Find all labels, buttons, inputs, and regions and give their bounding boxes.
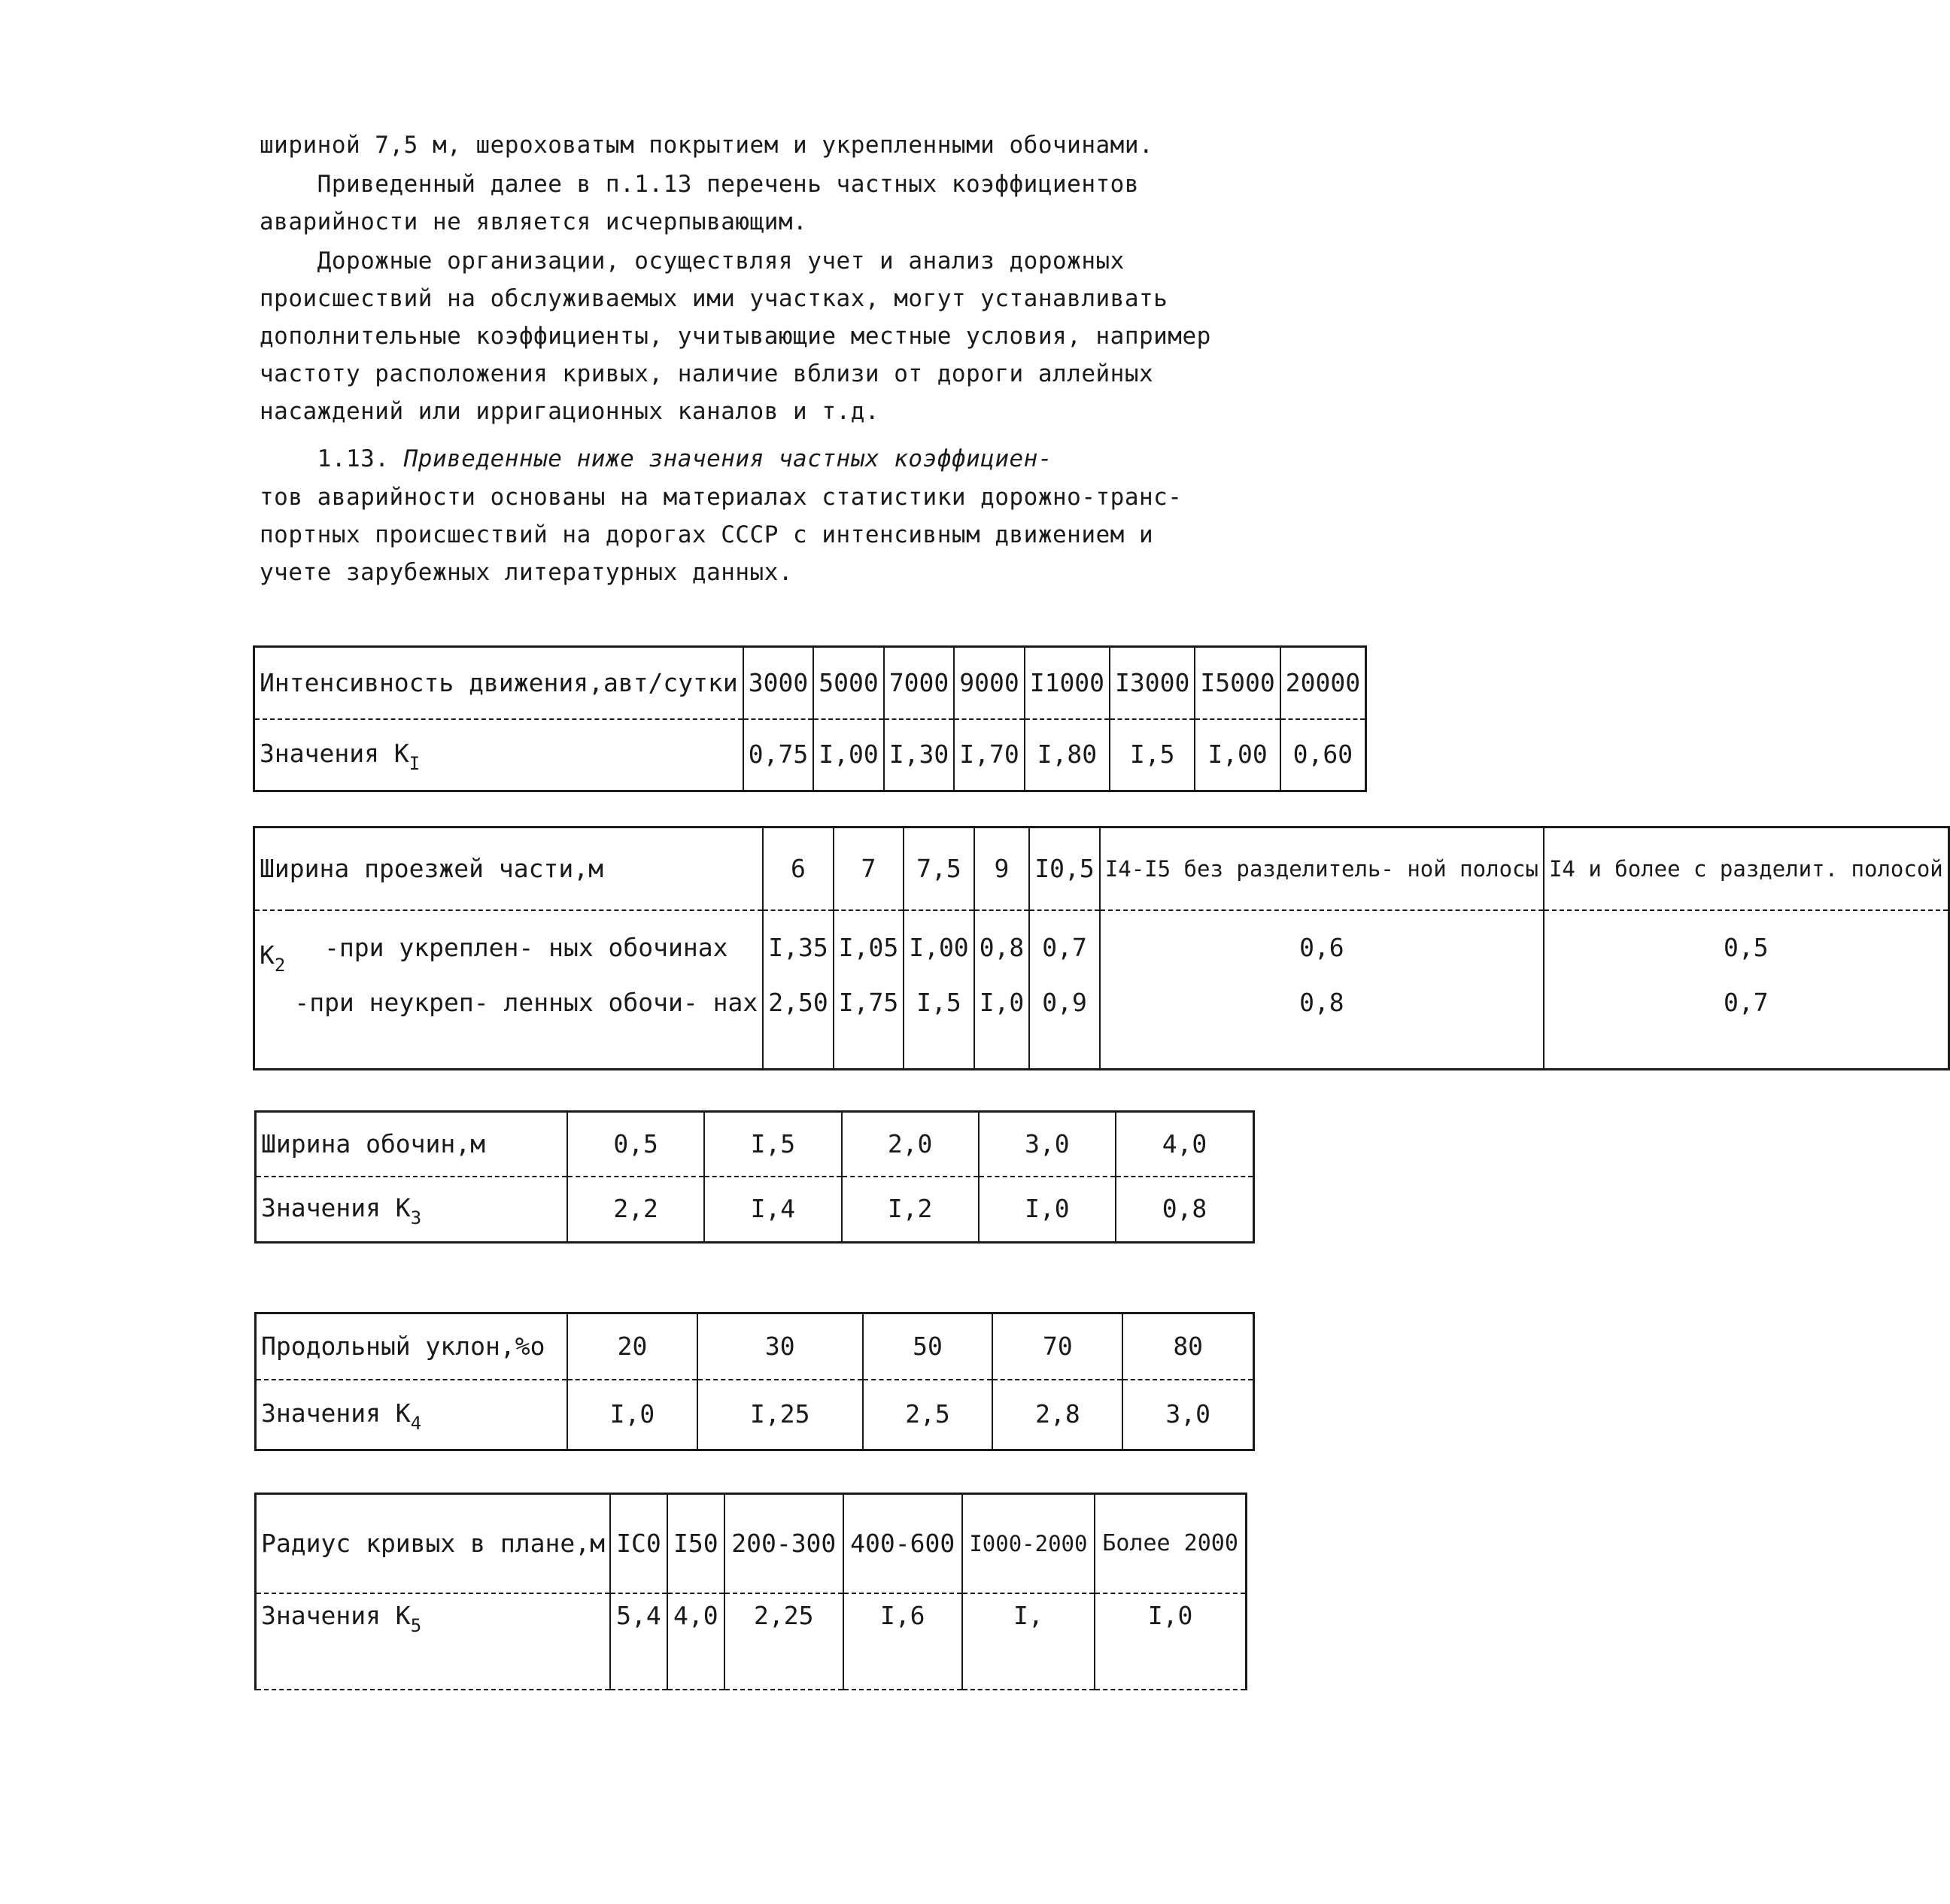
column-header: 20000	[1280, 647, 1366, 719]
row-label-subscript: I	[409, 752, 421, 774]
value-cell: I,5	[1110, 719, 1195, 791]
column-header: 400-600	[843, 1494, 962, 1593]
value-cell: 0,7	[1544, 985, 1948, 1070]
header-label: Интенсивность движения,авт/сутки	[254, 647, 743, 719]
row-label: -при укреплен- ных обочинах	[324, 933, 728, 962]
column-header: 0,5	[567, 1112, 704, 1177]
value-cell: 0,8	[1100, 985, 1544, 1070]
paragraph-4-line-2: тов аварийности основаны на материалах статистики дорожно-транс-	[260, 484, 1183, 511]
row-label	[254, 719, 743, 791]
value-cell: I,0	[974, 985, 1030, 1070]
k2-label	[254, 910, 290, 1070]
value-cell: I,0	[1095, 1593, 1246, 1690]
row-label-subscript: 4	[410, 1412, 422, 1434]
k5-table-clip	[248, 1493, 1256, 1677]
value-cell: I,0	[979, 1177, 1116, 1243]
paragraph-3-line-5: насаждений или ирригационных каналов и т.д.	[260, 398, 880, 425]
paragraph-3-line-1: Дорожные организации, осуществляя учет и анализ дорожных	[260, 247, 1125, 275]
column-header: I50	[667, 1494, 724, 1593]
value-cell: I,5	[904, 985, 973, 1070]
k4-gradient-table	[254, 1312, 1255, 1451]
column-header: 7	[834, 827, 904, 910]
column-header: 5000	[813, 647, 883, 719]
value-cell: 0,6	[1100, 910, 1544, 985]
value-cell: 2,50	[763, 985, 833, 1070]
value-cell: I,00	[904, 910, 973, 985]
column-header: 30	[697, 1313, 863, 1380]
value-cell: 4,0	[667, 1593, 724, 1690]
column-header: 70	[992, 1313, 1122, 1380]
row-label-text: Значения К	[260, 738, 409, 768]
column-header: I0,5	[1029, 827, 1099, 910]
value-cell: 2,5	[863, 1380, 993, 1450]
column-header: 9	[974, 827, 1030, 910]
paragraph-3-line-3: дополнительные коэффициенты, учитывающие местные условия, например	[260, 323, 1211, 350]
value-cell: 2,25	[724, 1593, 843, 1690]
value-cell: I,30	[884, 719, 954, 791]
column-header: 2,0	[842, 1112, 979, 1177]
paragraph-4-line-1	[260, 440, 1268, 478]
column-header: 9000	[954, 647, 1024, 719]
row-label	[256, 1593, 610, 1690]
column-header: I4-I5 без разделитель- ной полосы	[1100, 827, 1544, 910]
column-header: 3000	[743, 647, 813, 719]
header-label: Ширина проезжей части,м	[254, 827, 764, 910]
paragraph-2-line-2: аварийности не является исчерпывающим.	[260, 208, 808, 235]
value-cell: I,35	[763, 910, 833, 985]
column-header: 200-300	[724, 1494, 843, 1593]
value-cell: I,00	[813, 719, 883, 791]
value-cell: I,70	[954, 719, 1024, 791]
k5-curve-radius-table	[254, 1493, 1247, 1690]
column-header: I,5	[704, 1112, 841, 1177]
paragraph-1: шириной 7,5 м, шероховатым покрытием и укрепленными обочинами.	[260, 132, 1154, 159]
column-header: I1000	[1025, 647, 1110, 719]
column-header: 4,0	[1116, 1112, 1254, 1177]
k1-intensity-table	[253, 645, 1367, 792]
value-cell: I,2	[842, 1177, 979, 1243]
value-cell: 2,2	[567, 1177, 704, 1243]
row-label	[256, 1380, 568, 1450]
value-cell: 0,8	[1116, 1177, 1254, 1243]
k-subscript: 2	[274, 954, 286, 976]
value-cell: I,80	[1025, 719, 1110, 791]
header-label: Ширина обочин,м	[256, 1112, 568, 1177]
paragraph-4-line-3: портных происшествий на дорогах СССР с интенсивным движением и	[260, 521, 1154, 548]
value-cell: 3,0	[1122, 1380, 1253, 1450]
column-header: I4 и более с разделит. полосой	[1544, 827, 1948, 910]
italic-lead: Приведенные ниже значения частных коэффициен-	[403, 445, 1053, 472]
k2-carriageway-table	[253, 826, 1950, 1070]
column-header: 80	[1122, 1313, 1253, 1380]
column-header: Более 2000	[1095, 1494, 1246, 1593]
value-cell: 0,5	[1544, 910, 1948, 985]
k3-shoulder-table	[254, 1110, 1255, 1244]
value-cell: I,00	[1195, 719, 1280, 791]
column-header: I3000	[1110, 647, 1195, 719]
column-header: I000-2000	[962, 1494, 1095, 1593]
value-cell: 2,8	[992, 1380, 1122, 1450]
paragraph-2-line-1: Приведенный далее в п.1.13 перечень частных коэффициентов	[260, 171, 1139, 198]
header-label: Продольный уклон,%о	[256, 1313, 568, 1380]
value-cell: 0,8	[974, 910, 1030, 985]
section-number: 1.13.	[260, 445, 404, 472]
column-header: 50	[863, 1313, 993, 1380]
value-cell: I,	[962, 1593, 1095, 1690]
row-label-subscript: 5	[410, 1614, 422, 1636]
value-cell: 0,7	[1029, 910, 1099, 985]
value-cell: I,05	[834, 910, 904, 985]
row-label-text: Значения К	[261, 1398, 411, 1428]
column-header: IC0	[610, 1494, 667, 1593]
column-header: I5000	[1195, 647, 1280, 719]
column-header: 6	[763, 827, 833, 910]
row-label-subscript: 3	[410, 1207, 422, 1228]
value-cell: 0,9	[1029, 985, 1099, 1070]
value-cell: I,25	[697, 1380, 863, 1450]
value-cell: 0,75	[743, 719, 813, 791]
row-label	[256, 1177, 568, 1243]
value-cell: I,0	[567, 1380, 697, 1450]
row-label-text: Значения К	[261, 1600, 411, 1630]
value-cell: I,6	[843, 1593, 962, 1690]
paragraph-3-line-4: частоту расположения кривых, наличие вблизи от дороги аллейных	[260, 360, 1154, 387]
column-header: 3,0	[979, 1112, 1116, 1177]
column-header: 20	[567, 1313, 697, 1380]
column-header: 7000	[884, 647, 954, 719]
value-cell: 5,4	[610, 1593, 667, 1690]
paragraph-3-line-2: происшествий на обслуживаемых ими участках, могут устанавливать	[260, 285, 1168, 312]
header-label: Радиус кривых в плане,м	[256, 1494, 610, 1593]
row-label: -при неукреп- ленных обочи- нах	[294, 987, 758, 1017]
column-header: 7,5	[904, 827, 973, 910]
paragraph-4-line-4: учете зарубежных литературных данных.	[260, 559, 794, 586]
value-cell: 0,60	[1280, 719, 1366, 791]
value-cell: I,75	[834, 985, 904, 1070]
row-label-text: Значения К	[261, 1192, 411, 1222]
value-cell: I,4	[704, 1177, 841, 1243]
k-letter: К	[260, 940, 275, 970]
